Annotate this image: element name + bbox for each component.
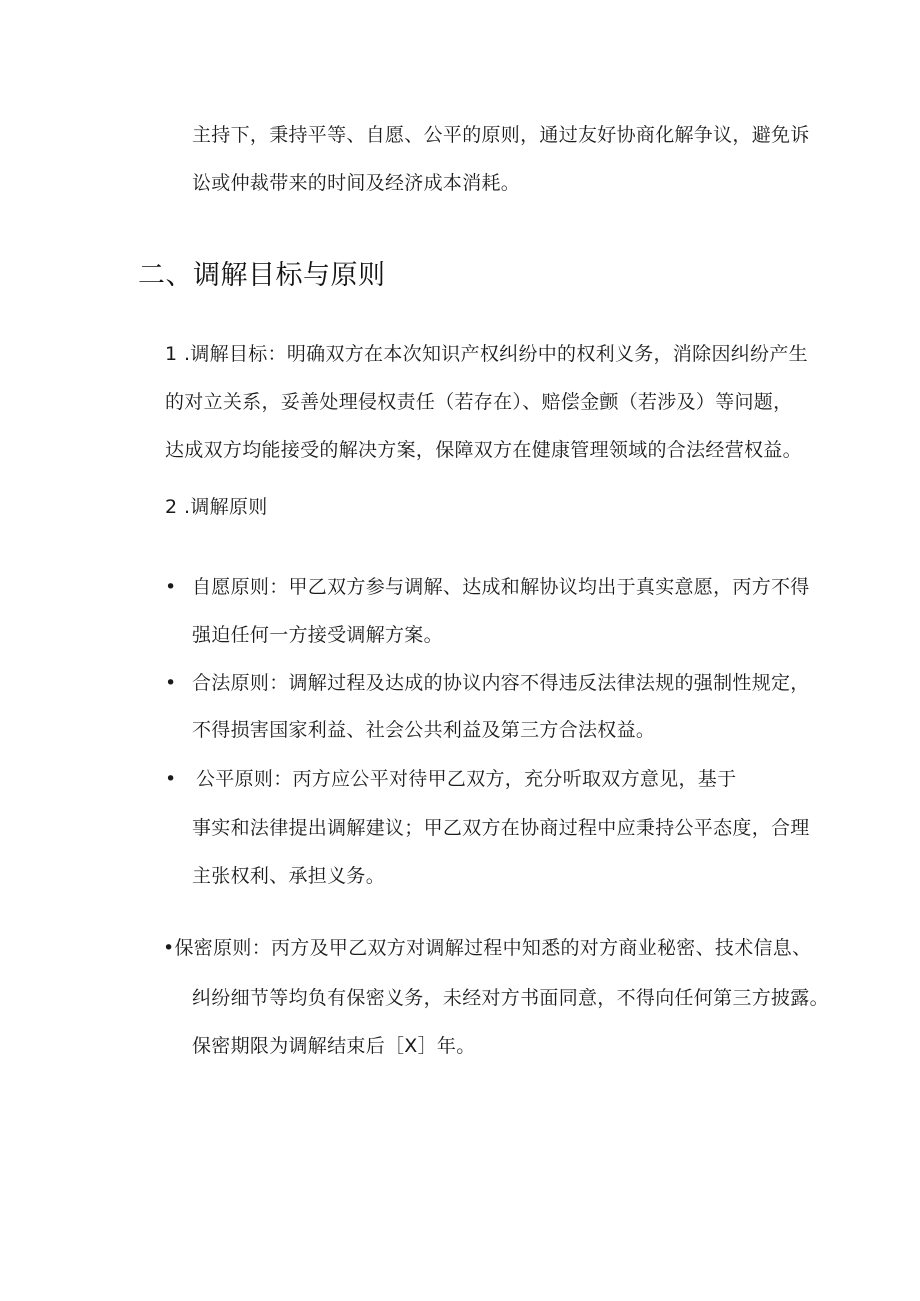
intro-line-1: 主持下，秉持平等、自愿、公平的原则，通过友好协商化解争议，避免诉: [192, 124, 810, 146]
fair-line-3: 主张权利、承担义务。: [192, 865, 386, 887]
item1-line-3: 达成双方均能接受的解决方案，保障双方在健康管理领域的合法经营权益。: [165, 439, 802, 461]
bullet-legal: •: [165, 672, 177, 694]
bullet-voluntary: •: [165, 576, 177, 598]
legal-line-2: 不得损害国家利益、社会公共利益及第三方合法权益。: [192, 719, 656, 741]
voluntary-line-1: 自愿原则：甲乙双方参与调解、达成和解协议均出于真实意愿，丙方不得: [192, 576, 810, 598]
bullet-fair: •: [165, 768, 177, 790]
section-heading: 二、调解目标与原则: [138, 260, 386, 291]
confidential-line-1: •保密原则：丙方及甲乙双方对调解过程中知悉的对方商业秘密、技术信息、: [163, 937, 812, 959]
item1-line-1: .调解目标：明确双方在本次知识产权纠纷中的权利义务，消除因纠纷产生: [184, 343, 808, 365]
item2-label: .调解原则: [184, 496, 268, 518]
intro-line-2: 讼或仲裁带来的时间及经济成本消耗。: [192, 172, 521, 194]
item2-number: 2: [165, 496, 178, 518]
legal-line-1: 合法原则：调解过程及达成的协议内容不得违反法律法规的强制性规定，: [192, 672, 810, 694]
confidential-line-2: 纠纷细节等均负有保密义务，未经对方书面同意，不得向任何第三方披露。: [192, 987, 829, 1009]
item1-line-2: 的对立关系，妥善处理侵权责任（若存在）、赔偿金颤（若涉及）等问题，: [165, 391, 793, 413]
voluntary-line-2: 强迫任何一方接受调解方案。: [192, 624, 443, 646]
fair-line-1: 公平原则：丙方应公平对待甲乙双方，充分听取双方意见，基于: [196, 768, 737, 790]
confidential-line-3: 保密期限为调解结束后［X］年。: [192, 1035, 476, 1057]
item1-number: 1: [165, 343, 178, 365]
fair-line-2: 事实和法律提出调解建议；甲乙双方在协商过程中应秉持公平态度，合理: [192, 817, 810, 839]
